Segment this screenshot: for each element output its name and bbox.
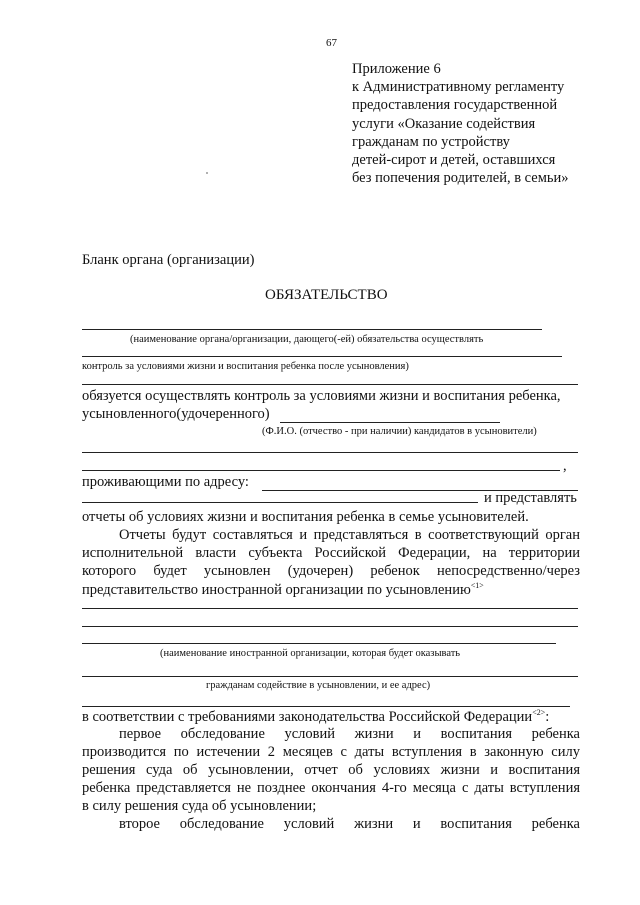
- page-number: 67: [326, 37, 337, 49]
- comma: ,: [563, 458, 567, 474]
- para-line: производится по истечении 2 месяцев с даты вступления в законную силу: [82, 744, 580, 760]
- obligation-text: обязуется осуществлять контроль за условиями жизни и воспитания ребенка,: [82, 388, 561, 404]
- appendix-header: [352, 60, 569, 187]
- fill-line-org-3: [82, 384, 578, 385]
- appendix-line: предоставления государственной: [352, 97, 558, 114]
- caption-org: (наименование органа/организации, дающего(-ей) обязательства осуществлять: [130, 334, 484, 345]
- footnote-ref-1: <1>: [470, 581, 484, 590]
- fill-line-fio-1: [82, 452, 578, 453]
- para-line: в силу решения суда об усыновлении;: [82, 798, 317, 814]
- fill-line-foreign-2: [82, 626, 578, 627]
- appendix-line: к Административному регламенту: [352, 79, 565, 96]
- address-label: проживающими по адресу:: [82, 474, 249, 490]
- caption-org-cont: контроль за условиями жизни и воспитания ребенка после усыновления): [82, 361, 409, 372]
- law-line: [82, 708, 549, 726]
- para-line: [82, 581, 484, 599]
- fill-line-org: [82, 329, 542, 330]
- scan-speck: [206, 172, 208, 174]
- appendix-line: Приложение 6: [352, 61, 441, 77]
- caption-foreign-org: (наименование иностранной организации, которая будет оказывать: [160, 648, 461, 659]
- para-text: представительство иностранной организации по усыновлению: [82, 581, 471, 598]
- and-submit-text: и представлять: [484, 490, 577, 506]
- fill-line-foreign-3: [82, 643, 556, 644]
- appendix-line: детей-сирот и детей, оставшихся: [352, 152, 556, 169]
- reports-text: отчеты об условиях жизни и воспитания ребенка в семье усыновителей.: [82, 509, 529, 525]
- colon: :: [545, 708, 550, 725]
- fill-line-foreign-1: [82, 608, 578, 609]
- fill-line-foreign-5: [82, 706, 570, 707]
- para-line: решения суда об усыновлении, отчет об условиях жизни и воспитания: [82, 762, 580, 778]
- para-line: которого будет усыновлен (удочерен) ребенок непосредственно/через: [82, 563, 580, 579]
- appendix-line: услуги «Оказание содействия: [352, 115, 536, 132]
- para-line: первое обследование условий жизни и воспитания ребенка: [119, 726, 580, 742]
- caption-fio: (Ф.И.О. (отчество - при наличии) кандидатов в усыновители): [262, 426, 537, 437]
- adopted-label: усыновленного(удочеренного): [82, 406, 270, 422]
- fill-line-org-2: [82, 356, 562, 357]
- para-line: второе обследование условий жизни и воспитания ребенка: [119, 816, 580, 832]
- fill-line-child: [280, 422, 500, 423]
- law-text: в соответствии с требованиями законодательства Российской Федерации: [82, 708, 533, 725]
- fill-line-fio-2: [82, 470, 560, 471]
- document-title: ОБЯЗАТЕЛЬСТВО: [265, 287, 388, 303]
- appendix-line: гражданам по устройству: [352, 133, 510, 150]
- fill-line-address-2: [82, 502, 478, 503]
- footnote-ref-2: <2>: [532, 708, 546, 717]
- para-line: ребенка представляется не позднее окончания 4-го месяца с даты вступления: [82, 780, 580, 796]
- fill-line-foreign-4: [82, 676, 578, 677]
- para-line: Отчеты будут составляться и представляться в соответствующий орган: [119, 527, 580, 543]
- caption-foreign-org-cont: гражданам содействие в усыновлении, и ее адрес): [206, 680, 431, 691]
- para-line: исполнительной власти субъекта Российской Федерации, на территории: [82, 545, 580, 561]
- blank-label: Бланк органа (организации): [82, 252, 255, 268]
- appendix-line: без попечения родителей, в семьи»: [352, 170, 569, 187]
